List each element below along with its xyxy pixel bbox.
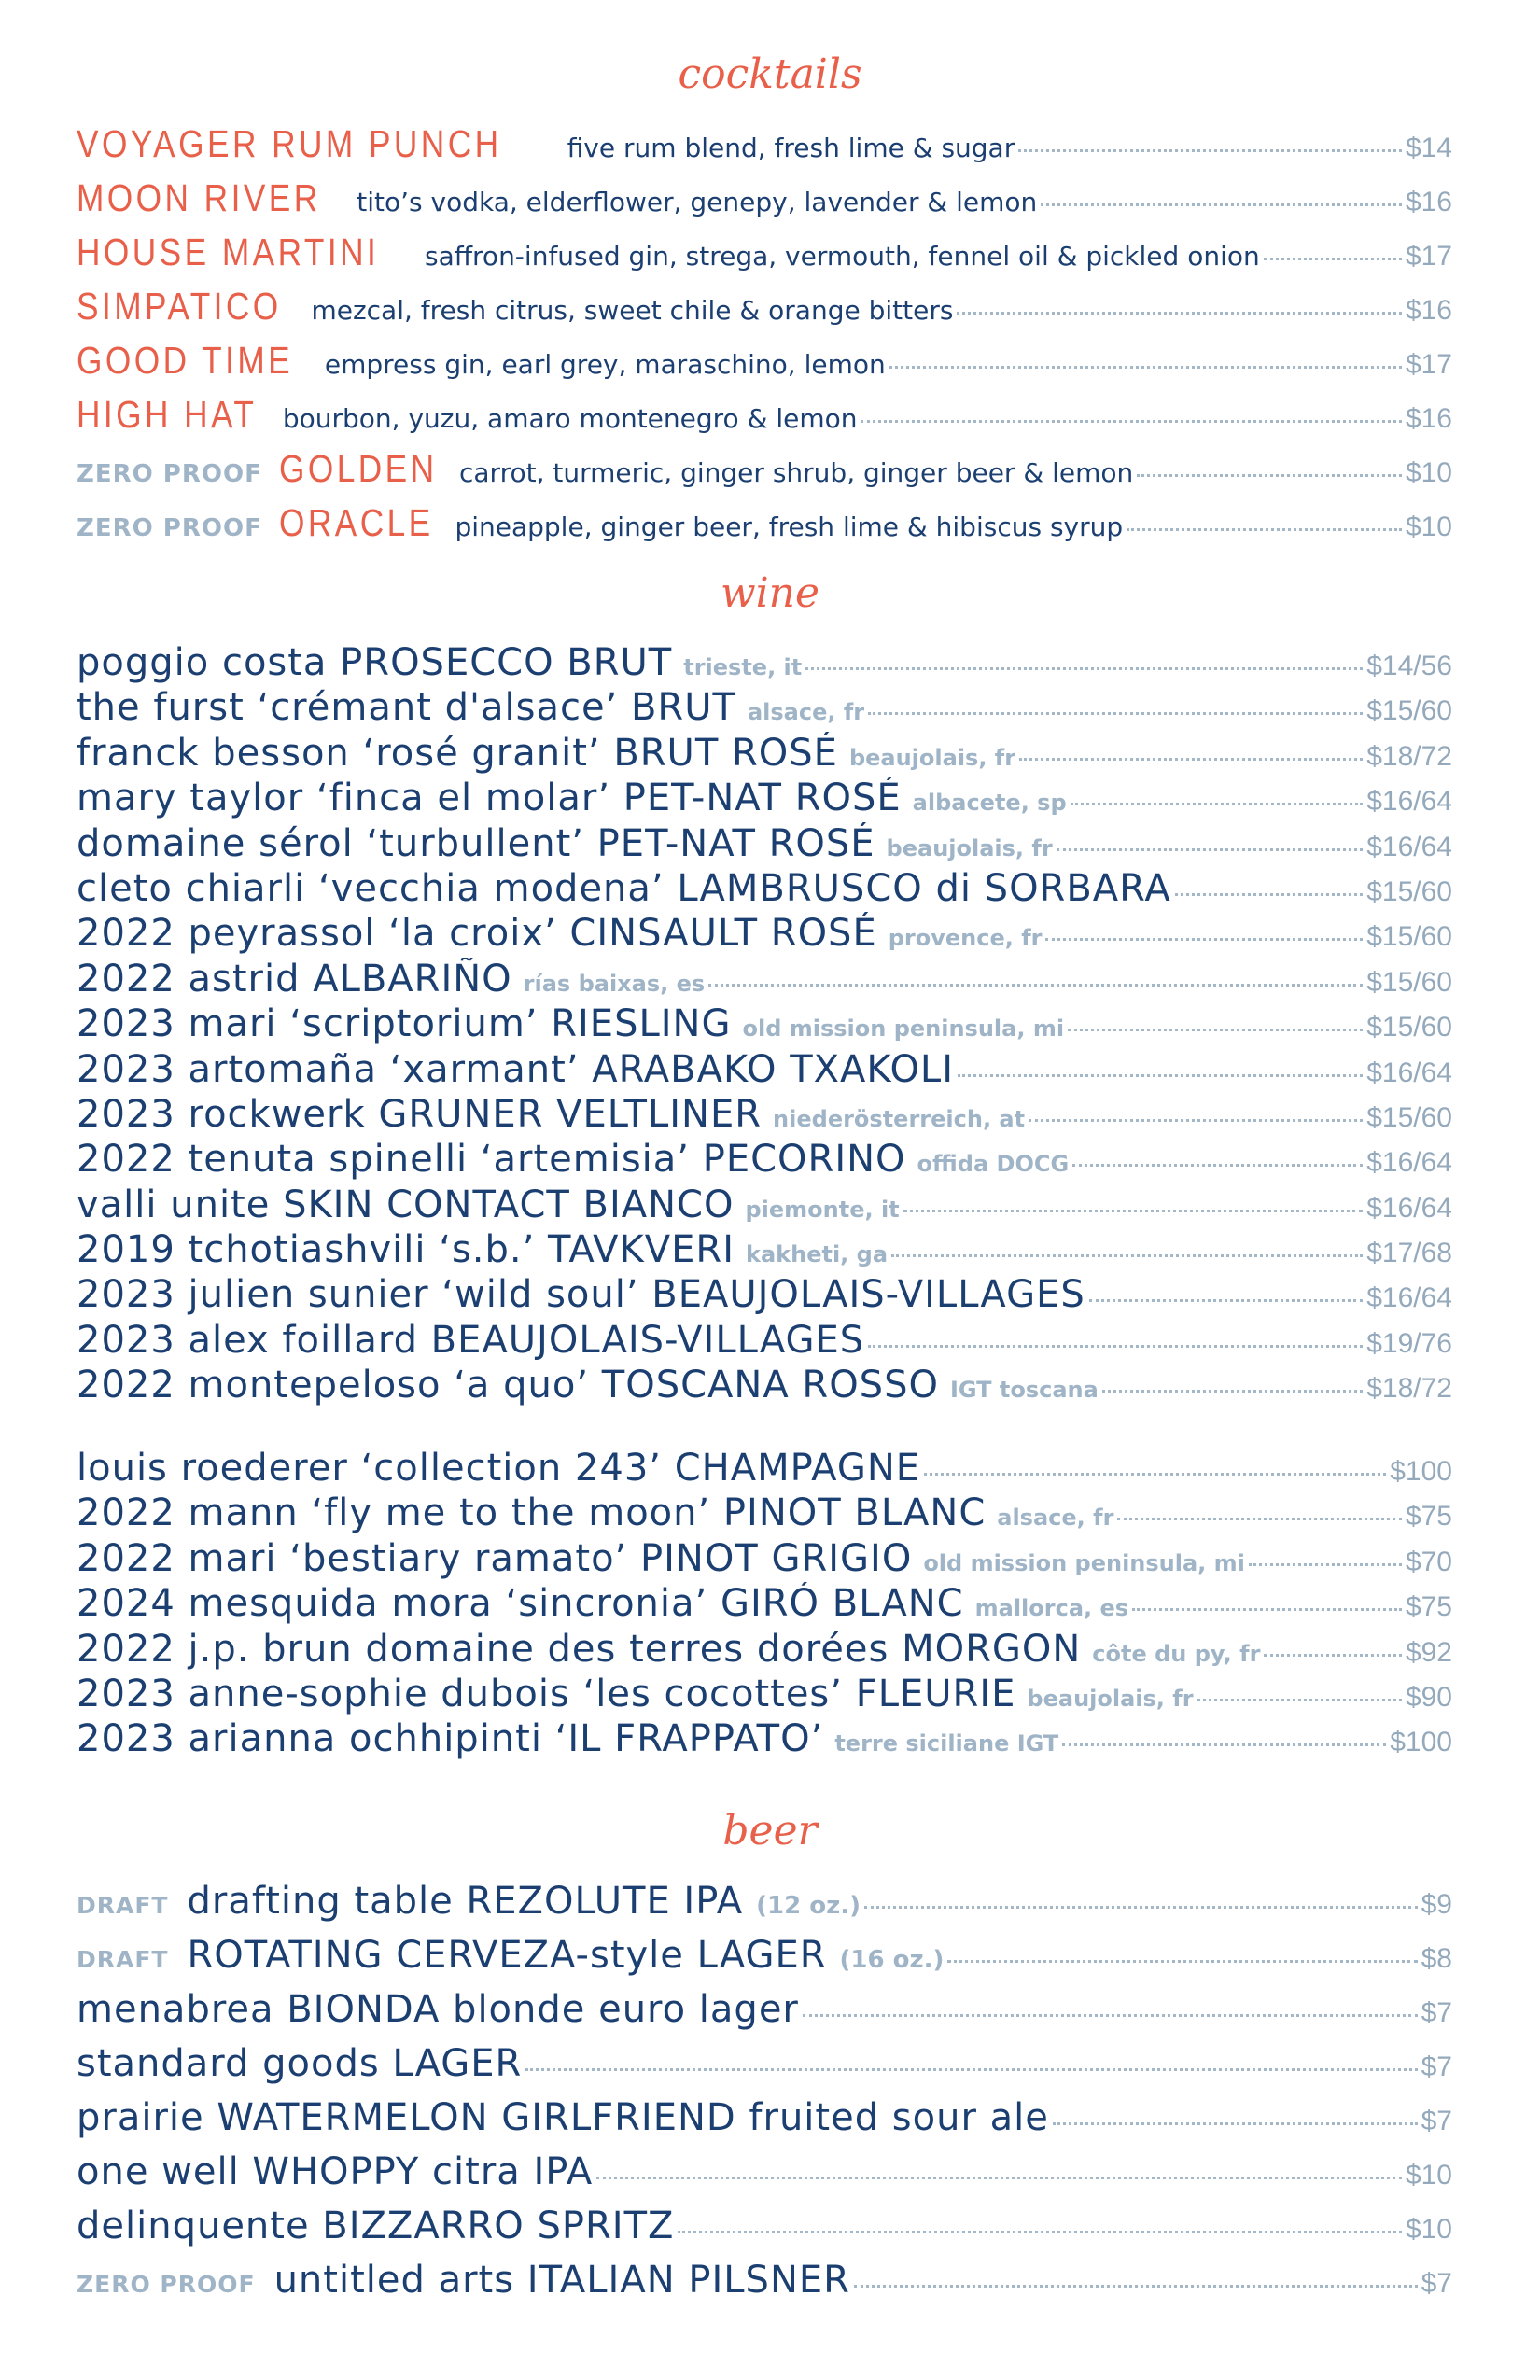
dot-leader [1071,803,1364,805]
dot-leader [868,712,1363,715]
wine-region: beaujolais, fr [886,834,1053,861]
wine-item [77,1002,1452,1047]
wine-name: 2022 montepeloso ‘a quo’ TOSCANA ROSSO [77,1364,939,1407]
dot-leader [1057,848,1364,851]
wine-region: beaujolais, fr [1027,1685,1194,1712]
wine-region: piemonte, it [745,1196,900,1223]
wine-price: $15/60 [1366,1012,1452,1043]
beer-prefix-label: DRAFT [77,1946,169,1973]
cocktail-description: pineapple, ginger beer, fresh lime & hibiscus syrup [455,511,1124,542]
wine-name: mary taylor ‘finca el molar’ PET-NAT ROSÉ [77,777,902,820]
wine-price: $15/60 [1366,966,1452,998]
cocktail-item [77,122,1452,176]
wine-name: cleto chiarli ‘vecchia modena’ LAMBRUSCO di SORBARA [77,866,1171,910]
cocktail-item [77,501,1452,555]
wine-name: 2023 anne-sophie dubois ‘les cocottes’ FLEURIE [77,1672,1016,1715]
wine-price: $14/56 [1366,651,1452,681]
beer-item [77,2096,1452,2150]
cocktail-name: GOOD TIME [77,339,294,382]
wine-region: offida DOCG [917,1151,1070,1178]
wine-item [77,686,1452,731]
wine-region: old mission peninsula, mi [923,1549,1245,1576]
wine-name: 2023 arianna ochhipinti ‘IL FRAPPATO’ [77,1717,824,1761]
wine-price: $100 [1390,1456,1452,1487]
cocktail-price: $10 [1405,457,1452,488]
wine-name: 2022 mari ‘bestiary ramato’ PINOT GRIGIO [77,1536,913,1580]
dot-leader [1117,1518,1402,1520]
dot-leader [1072,1164,1363,1167]
beer-name: one well WHOPPY citra IPA [77,2150,594,2193]
beer-price: $10 [1405,2214,1452,2245]
dot-leader [1089,1299,1364,1302]
beer-prefix-label: DRAFT [77,1892,169,1919]
wine-price: $18/72 [1366,740,1452,772]
dot-leader [868,1345,1363,1348]
wine-price: $92 [1405,1636,1452,1668]
dot-leader [1137,474,1402,477]
cocktail-item [77,447,1452,501]
wine-region: albacete, sp [912,790,1067,817]
cocktail-description: tito’s vodka, elderflower, genepy, lavender & lemon [357,187,1038,217]
cocktail-description: mezcal, fresh citrus, sweet chile & orange bitters [311,295,954,326]
wine-name: 2019 tchotiashvili ‘s.b.’ TAVKVERI [77,1228,735,1272]
beer-prefix-label: ZERO PROOF [77,2271,256,2298]
beer-name: menabrea BIONDA blonde euro lager [77,1988,799,2031]
beer-size: (12 oz.) [756,1892,861,1920]
wine-price: $16/64 [1366,1057,1452,1088]
dot-leader [947,1960,1417,1963]
zero-proof-label: ZERO PROOF [77,460,262,488]
beer-size: (16 oz.) [839,1946,945,1974]
beer-item [77,2205,1452,2259]
wine-item [77,1717,1452,1762]
wine-region: old mission peninsula, mi [742,1015,1065,1043]
dot-leader [708,984,1363,987]
wine-region: kakheti, ga [746,1241,889,1268]
dot-leader [1062,1743,1386,1746]
beer-item [77,1880,1452,1934]
wine-name: 2022 mann ‘fly me to the moon’ PINOT BLANC [77,1491,987,1535]
dot-leader [957,312,1401,315]
wine-name: domaine sérol ‘turbullent’ PET-NAT ROSÉ [77,821,875,865]
wine-name: 2023 rockwerk GRUNER VELTLINER [77,1092,763,1136]
dot-leader [1197,1699,1402,1701]
wine-item [77,912,1452,957]
cocktail-price: $16 [1405,403,1452,434]
beer-price: $10 [1405,2160,1452,2191]
beer-list [77,1880,1452,2313]
wine-region: mallorca, es [974,1595,1129,1622]
wine-item [77,1319,1452,1364]
cocktail-item [77,393,1452,447]
beer-item [77,2042,1452,2096]
wine-price: $16/64 [1366,831,1452,862]
cocktail-description: five rum blend, fresh lime & sugar [567,133,1015,163]
cocktail-name: SIMPATICO [77,285,282,328]
cocktail-item [77,339,1452,393]
cocktail-name: HIGH HAT [77,393,258,436]
beer-item [77,1988,1452,2042]
wine-item [77,822,1452,867]
dot-leader [1068,1029,1363,1031]
dot-leader [1102,1390,1363,1393]
wine-item [77,1183,1452,1228]
wine-heading: wine [720,569,820,617]
beer-name: untitled arts ITALIAN PILSNER [273,2259,850,2302]
wine-region: trieste, it [683,654,803,680]
beer-price: $8 [1421,1943,1452,1974]
beer-item [77,2259,1452,2313]
dot-leader [1175,893,1364,896]
wine-region: alsace, fr [997,1505,1114,1532]
wine-item [77,1273,1452,1318]
wine-price: $90 [1405,1681,1452,1713]
cocktail-price: $16 [1405,295,1452,326]
cocktail-name: MOON RIVER [77,176,321,219]
dot-leader [805,667,1363,670]
dot-leader [1019,758,1363,761]
wine-name: louis roederer ‘collection 243’ CHAMPAGNE [77,1447,921,1490]
dot-leader [854,2285,1418,2288]
beer-price: $7 [1421,1997,1452,2028]
cocktail-name: VOYAGER RUM PUNCH [77,122,502,165]
beer-price: $7 [1421,2268,1452,2299]
wine-price: $75 [1405,1591,1452,1623]
dot-leader [1029,1119,1363,1122]
dot-leader [1264,258,1402,260]
wine-name: 2023 julien sunier ‘wild soul’ BEAUJOLAIS-VILLAGES [77,1273,1085,1317]
wine-by-glass-list [77,641,1452,1409]
wine-price: $70 [1405,1546,1452,1577]
wine-name: franck besson ‘rosé granit’ BRUT ROSÉ [77,731,838,775]
wine-price: $15/60 [1366,695,1452,727]
wine-name: 2022 tenuta spinelli ‘artemisia’ PECORINO [77,1138,906,1182]
wine-name: 2022 peyrassol ‘la croix’ CINSAULT ROSÉ [77,912,877,956]
cocktail-description: saffron-infused gin, strega, vermouth, fennel oil & pickled onion [425,241,1260,272]
wine-item [77,1093,1452,1138]
wine-item [77,1228,1452,1273]
wine-price: $15/60 [1366,1101,1452,1133]
wine-name: 2023 artomaña ‘xarmant’ ARABAKO TXAKOLI [77,1047,955,1091]
wine-region: provence, fr [888,925,1043,952]
cocktail-item [77,176,1452,231]
dot-leader [1264,1654,1402,1657]
dot-leader [678,2231,1402,2233]
dot-leader [596,2177,1402,2179]
wine-name: valli unite SKIN CONTACT BIANCO [77,1183,735,1226]
wine-price: $16/64 [1366,1147,1452,1179]
wine-item [77,867,1452,912]
cocktail-price: $10 [1405,511,1452,542]
wine-price: $18/72 [1366,1373,1452,1405]
wine-region: IGT toscana [949,1377,1099,1404]
cocktail-name: HOUSE MARTINI [77,231,380,273]
dot-leader [1018,149,1402,152]
wine-item [77,732,1452,777]
wine-price: $15/60 [1366,921,1452,953]
cocktails-heading: cocktails [678,50,862,98]
wine-item [77,1138,1452,1183]
wine-name: poggio costa PROSECCO BRUT [77,641,673,684]
cocktail-price: $17 [1405,349,1452,380]
cocktail-price: $16 [1405,187,1452,217]
dot-leader [924,1473,1386,1476]
dot-leader [1045,938,1363,941]
wine-price: $15/60 [1366,875,1452,907]
beer-item [77,1934,1452,1988]
dot-leader [1041,203,1402,206]
zero-proof-label: ZERO PROOF [77,514,262,542]
wine-by-bottle-list [77,1447,1452,1763]
beer-heading: beer [722,1807,818,1855]
cocktail-item [77,285,1452,339]
dot-leader [864,1906,1418,1909]
wine-price: $19/76 [1366,1327,1452,1359]
wine-item [77,1537,1452,1582]
wine-region: rías baixas, es [523,970,706,997]
wine-name: 2023 mari ‘scriptorium’ RIESLING [77,1002,732,1046]
wine-region: alsace, fr [747,699,865,726]
wine-item [77,1628,1452,1673]
wine-item [77,1048,1452,1093]
dot-leader [525,2068,1417,2071]
wine-region: beaujolais, fr [848,744,1016,771]
wine-name: the furst ‘crémant d'alsace’ BRUT [77,686,736,730]
wine-item [77,641,1452,686]
wine-price: $17/68 [1366,1238,1452,1269]
dot-leader [903,1210,1364,1212]
wine-item [77,1582,1452,1627]
wine-price: $100 [1390,1727,1452,1758]
cocktail-name: GOLDEN [278,447,438,490]
dot-leader [958,1074,1363,1077]
dot-leader [889,366,1402,369]
wine-name: 2024 mesquida mora ‘sincronia’ GIRÓ BLANC [77,1582,964,1626]
cocktail-description: empress gin, earl grey, maraschino, lemon [324,349,886,380]
dot-leader [1053,2122,1418,2125]
cocktail-description: bourbon, yuzu, amaro montenegro & lemon [282,403,858,434]
dot-leader [861,420,1401,423]
wine-item [77,1673,1452,1717]
cocktail-description: carrot, turmeric, ginger shrub, ginger beer & lemon [459,457,1134,488]
beer-price: $9 [1421,1889,1452,1920]
cocktail-price: $17 [1405,241,1452,272]
dot-leader [891,1254,1363,1257]
beer-price: $7 [1421,2051,1452,2082]
beer-name: prairie WATERMELON GIRLFRIEND fruited sour ale [77,2096,1049,2139]
wine-name: 2023 alex foillard BEAUJOLAIS-VILLAGES [77,1318,865,1362]
wine-price: $16/64 [1366,1282,1452,1314]
beer-name: standard goods LAGER [77,2042,523,2085]
wine-item [77,777,1452,821]
wine-region: terre siciliane IGT [834,1730,1059,1757]
dot-leader [803,2014,1418,2017]
beer-name: delinquente BIZZARRO SPRITZ [77,2205,675,2247]
wine-item [77,1491,1452,1536]
dot-leader [1132,1608,1402,1611]
dot-leader [1249,1563,1402,1566]
wine-price: $16/64 [1366,786,1452,818]
beer-item [77,2150,1452,2205]
cocktail-name: ORACLE [278,501,434,544]
wine-region: niederösterreich, at [773,1105,1026,1132]
wine-name: 2022 j.p. brun domaine des terres dorées MORGON [77,1627,1082,1671]
beer-price: $7 [1421,2106,1452,2136]
wine-item [77,1447,1452,1491]
wine-item [77,1364,1452,1408]
cocktail-price: $14 [1405,133,1452,163]
wine-name: 2022 astrid ALBARIÑO [77,957,512,1001]
dot-leader [1127,528,1402,531]
wine-price: $16/64 [1366,1192,1452,1224]
beer-name: ROTATING CERVEZA-style LAGER [187,1934,827,1977]
cocktails-list [77,122,1452,555]
beer-name: drafting table REZOLUTE IPA [187,1880,744,1923]
wine-price: $75 [1405,1501,1452,1533]
wine-region: côte du py, fr [1092,1640,1261,1667]
wine-item [77,958,1452,1002]
cocktail-item [77,231,1452,285]
